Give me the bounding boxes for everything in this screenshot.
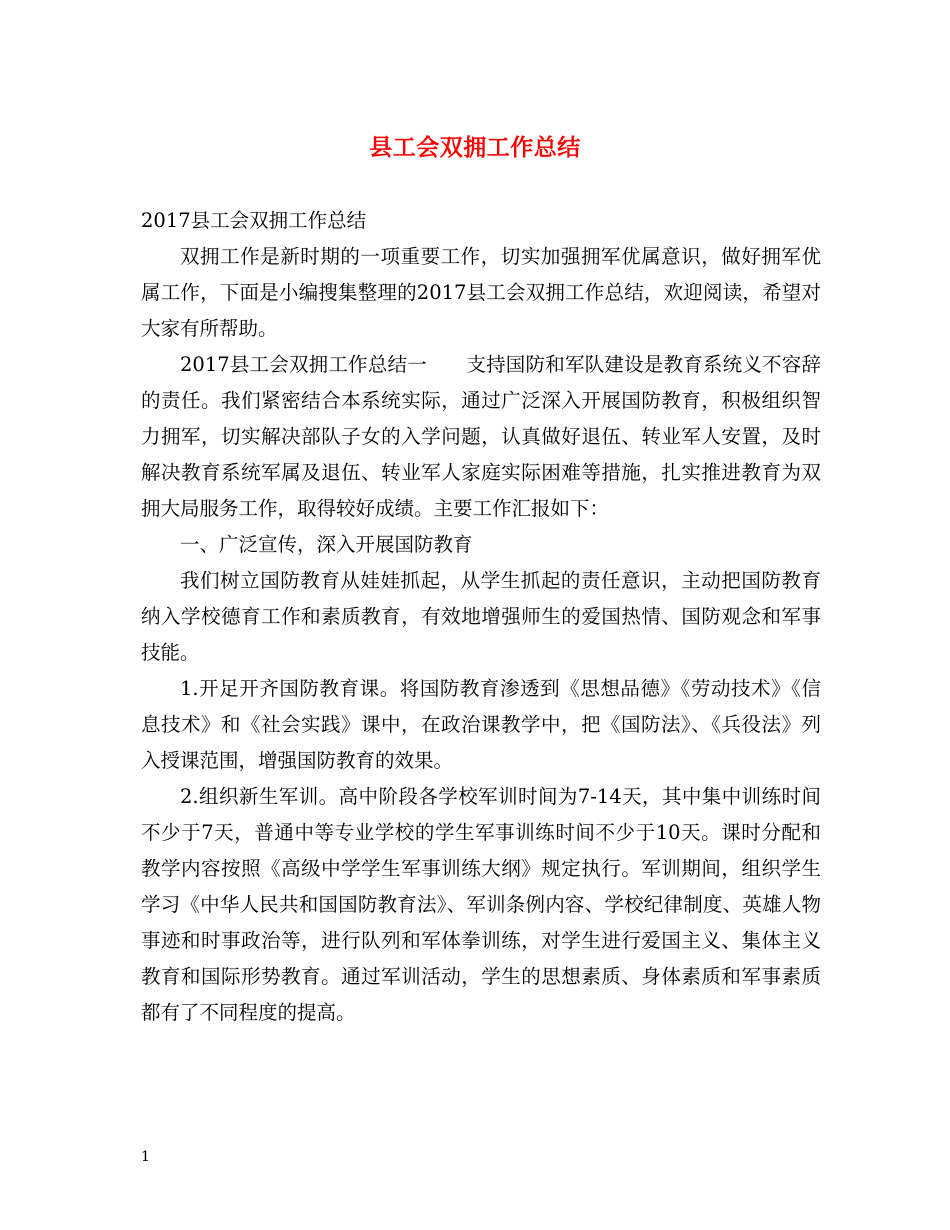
section-heading: 一、广泛宣传，深入开展国防教育 [180, 533, 473, 556]
list-item-2: 2.组织新生军训。高中阶段各学校军训时间为7-14天，其中集中训练时间不少于7天，普通中等专业学校的学生军事训练时间不少于10天。课时分配和教学内容按照《高级中学学生军事训练大纲》规定执行。军训期间，组织学生学习《中华人民共和国国防教育法》、军训条例内容、学校纪律制度、英雄人物事迹和时事政治等，进行队列和军体拳训练，对学生进行爱国主义、集体主义教育和国际形势教育。通过军训活动，学生的思想素质、身体素质和军事素质都有了不同程度的提高。 [141, 785, 821, 1024]
list-item-1: 1.开足开齐国防教育课。将国防教育渗透到《思想品德》《劳动技术》《信息技术》和《社会实践》课中，在政治课教学中，把《国防法》、《兵役法》列入授课范围，增强国防教育的效果。 [141, 677, 821, 772]
section-paragraph: 我们树立国防教育从娃娃抓起，从学生抓起的责任意识，主动把国防教育纳入学校德育工作和素质教育，有效地增强师生的爱国热情、国防观念和军事技能。 [141, 569, 821, 664]
document-title: 县工会双拥工作总结 [369, 134, 581, 161]
document-body [141, 203, 821, 1031]
intro-paragraph: 双拥工作是新时期的一项重要工作，切实加强拥军优属意识，做好拥军优属工作，下面是小编搜集整理的2017县工会双拥工作总结，欢迎阅读，希望对大家有所帮助。 [141, 245, 821, 340]
summary-paragraph: 2017县工会双拥工作总结一 支持国防和军队建设是教育系统义不容辞的责任。我们紧密结合本系统实际，通过广泛深入开展国防教育，积极组织智力拥军，切实解决部队子女的入学问题，认真做好退伍、转业军人安置，及时解决教育系统军属及退伍、转业军人家庭实际困难等措施，扎实推进教育为双拥大局服务工作，取得较好成绩。主要工作汇报如下： [141, 353, 821, 520]
doc-subtitle: 2017县工会双拥工作总结 [141, 209, 367, 232]
page-number: 1 [141, 1149, 150, 1165]
